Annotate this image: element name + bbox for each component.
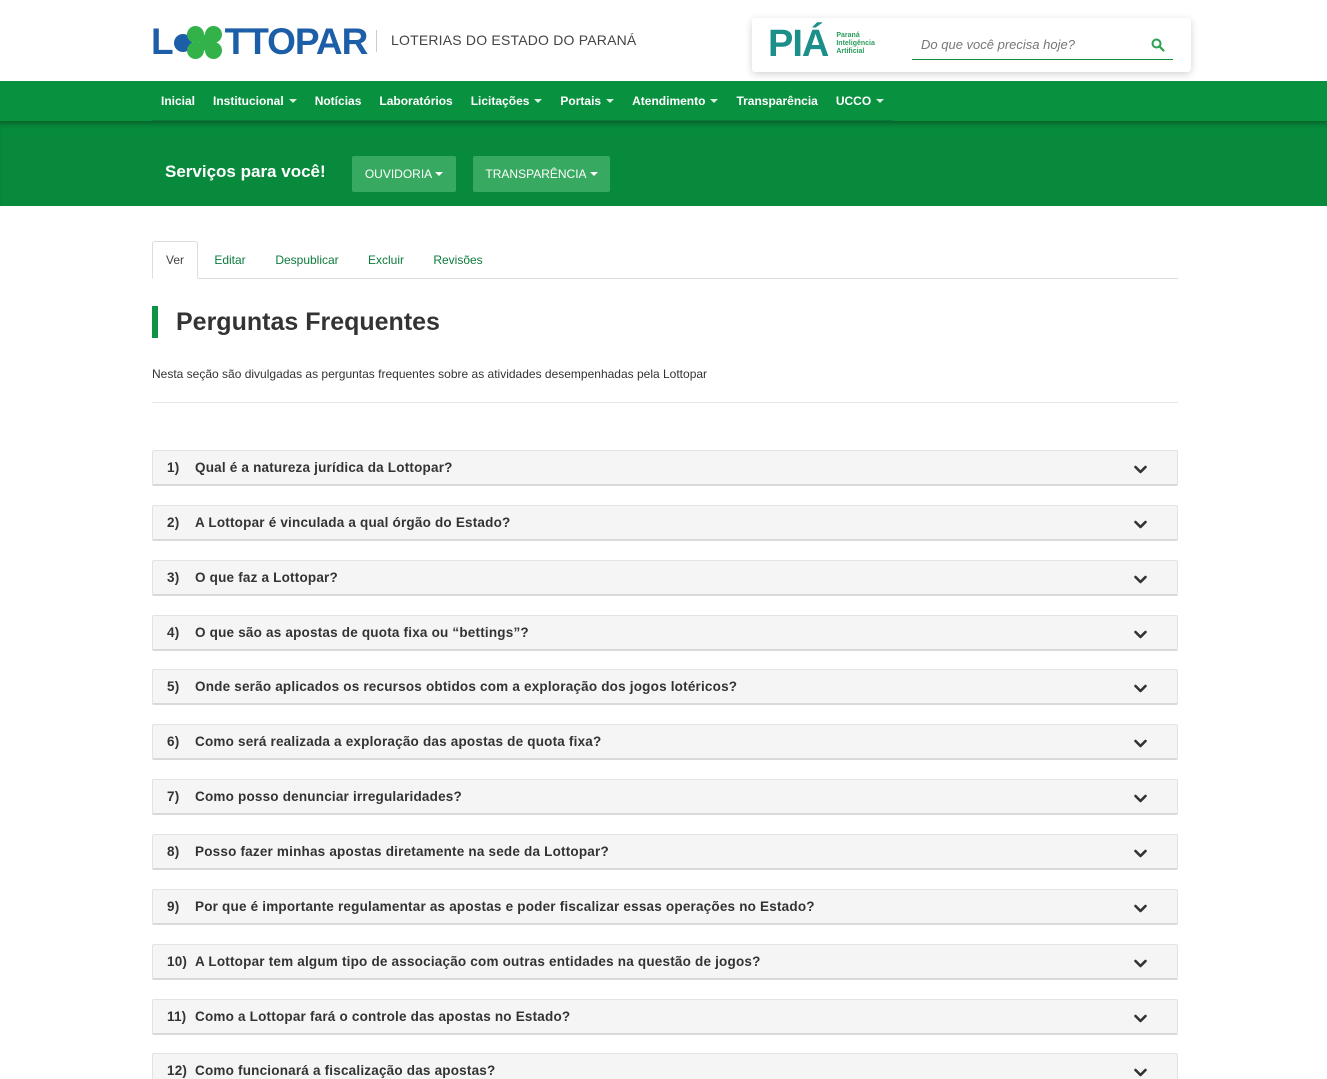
faq-question: [167, 625, 529, 640]
faq-question: [167, 954, 761, 969]
nav-item-label: Atendimento: [632, 93, 706, 108]
nav-item-label: Notícias: [314, 93, 362, 108]
pia-logo[interactable]: [768, 24, 875, 64]
faq-question-text: Como a Lottopar fará o controle das apostas no Estado?: [195, 1009, 571, 1024]
chevron-down-icon[interactable]: [1134, 901, 1147, 911]
search-field: [912, 30, 1173, 60]
chevron-down-icon[interactable]: [1134, 462, 1147, 472]
faq-question: [167, 844, 609, 859]
ouvidoria-button[interactable]: [352, 156, 456, 192]
tab-excluir[interactable]: Excluir: [367, 253, 404, 267]
chevron-down-icon[interactable]: [1134, 956, 1147, 966]
chevron-down-icon[interactable]: [1134, 1065, 1147, 1075]
faq-question: [167, 515, 510, 530]
nav-item-laboratorios[interactable]: [370, 81, 461, 121]
chevron-down-icon[interactable]: [1134, 846, 1147, 856]
faq-question: [167, 460, 453, 475]
faq-item[interactable]: [152, 505, 1178, 541]
faq-question: [167, 1063, 495, 1078]
nav-item-portais[interactable]: [551, 81, 623, 121]
faq-number: 8): [167, 844, 180, 859]
faq-question: [167, 789, 462, 804]
chevron-down-icon[interactable]: [1134, 572, 1147, 582]
main-nav: [0, 81, 1327, 121]
faq-question: [167, 570, 338, 585]
faq-question: [167, 679, 737, 694]
nav-item-atendimento[interactable]: [623, 81, 727, 121]
faq-number: 11): [167, 1009, 187, 1024]
tab-revisoes[interactable]: Revisões: [433, 253, 483, 267]
nav-item-label: Licitações: [470, 93, 530, 108]
faq-number: 5): [167, 679, 180, 694]
caret-down-icon: [534, 99, 542, 103]
chevron-down-icon[interactable]: [1134, 1011, 1147, 1021]
faq-number: 1): [167, 460, 180, 475]
chevron-down-icon[interactable]: [1134, 736, 1147, 746]
page-title: Perguntas Frequentes: [176, 308, 440, 336]
faq-question-text: A Lottopar tem algum tipo de associação com outras entidades na questão de jogos?: [195, 954, 761, 969]
pia-logo-text: PIÁ: [768, 23, 829, 65]
faq-number: 3): [167, 570, 180, 585]
faq-item[interactable]: [152, 724, 1178, 760]
nav-item-inicial[interactable]: [152, 81, 204, 121]
faq-item[interactable]: [152, 889, 1178, 925]
pia-sub-line: Artificial: [836, 48, 865, 55]
pia-subtitle: [836, 32, 875, 56]
faq-number: 7): [167, 789, 180, 804]
title-accent-bar: [152, 306, 158, 338]
caret-down-icon: [710, 99, 718, 103]
nav-item-noticias[interactable]: [306, 81, 371, 121]
faq-item[interactable]: [152, 834, 1178, 870]
faq-question-text: Como será realizada a exploração das apostas de quota fixa?: [195, 734, 602, 749]
faq-number: 2): [167, 515, 180, 530]
nav-item-label: Laboratórios: [379, 93, 453, 108]
tab-editar[interactable]: Editar: [214, 253, 246, 267]
faq-item[interactable]: [152, 779, 1178, 815]
faq-question-text: A Lottopar é vinculada a qual órgão do Estado?: [195, 515, 511, 530]
transparencia-button[interactable]: [473, 156, 610, 192]
faq-item[interactable]: [152, 615, 1178, 651]
site-header: [0, 0, 1327, 81]
nav-item-label: UCCO: [835, 93, 872, 108]
page-intro: Nesta seção são divulgadas as perguntas frequentes sobre as atividades desempenhadas pela Lottopar: [152, 367, 708, 381]
nav-item-licitacoes[interactable]: [462, 81, 552, 121]
faq-question-text: Posso fazer minhas apostas diretamente na sede da Lottopar?: [195, 844, 609, 859]
faq-item[interactable]: [152, 669, 1178, 705]
site-tagline: LOTERIAS DO ESTADO DO PARANÁ: [391, 32, 637, 48]
faq-number: 12): [167, 1063, 188, 1078]
logo-letter: L: [151, 21, 173, 62]
caret-down-icon: [590, 172, 598, 176]
faq-number: 6): [167, 734, 180, 749]
faq-number: 9): [167, 899, 180, 914]
faq-item[interactable]: [152, 450, 1178, 486]
faq-item[interactable]: [152, 999, 1178, 1035]
ouvidoria-label: OUVIDORIA: [364, 167, 433, 181]
nav-item-institucional[interactable]: [204, 81, 306, 121]
faq-question-text: Por que é importante regulamentar as apostas e poder fiscalizar essas operações no Estado?: [195, 899, 815, 914]
chevron-down-icon[interactable]: [1134, 517, 1147, 527]
faq-item[interactable]: [152, 944, 1178, 980]
nav-item-label: Transparência: [736, 93, 818, 108]
faq-item[interactable]: [152, 560, 1178, 596]
admin-tabs: [152, 241, 1178, 279]
lottopar-logo[interactable]: [151, 22, 367, 62]
nav-item-ucco[interactable]: [827, 81, 893, 121]
caret-down-icon: [606, 99, 614, 103]
nav-item-label: Portais: [560, 93, 602, 108]
search-input[interactable]: [912, 37, 1137, 52]
pia-sub-line: Inteligência: [836, 40, 875, 47]
faq-question-text: Onde serão aplicados os recursos obtidos com a exploração dos jogos lotéricos?: [195, 679, 738, 694]
chevron-down-icon[interactable]: [1134, 791, 1147, 801]
search-icon[interactable]: [1151, 38, 1165, 52]
chevron-down-icon[interactable]: [1134, 627, 1147, 637]
services-title: Serviços para você!: [165, 162, 326, 181]
caret-down-icon: [289, 99, 297, 103]
faq-question-text: Como funcionará a fiscalização das apostas?: [195, 1063, 496, 1078]
faq-question-text: O que são as apostas de quota fixa ou “bettings”?: [195, 625, 529, 640]
nav-item-label: Institucional: [213, 93, 284, 108]
caret-down-icon: [435, 172, 443, 176]
faq-question: [167, 1009, 570, 1024]
header-divider: [376, 30, 377, 52]
tab-despublicar[interactable]: Despublicar: [275, 253, 339, 267]
clover-icon: [174, 24, 224, 60]
faq-question: [167, 734, 601, 749]
faq-number: 4): [167, 625, 180, 640]
pia-search-box: [752, 18, 1191, 72]
tab-ver[interactable]: Ver: [152, 241, 198, 279]
caret-down-icon: [876, 99, 884, 103]
section-divider: [152, 402, 1178, 403]
faq-question-text: Como posso denunciar irregularidades?: [195, 789, 462, 804]
transparencia-label: TRANSPARÊNCIA: [485, 167, 587, 181]
chevron-down-icon[interactable]: [1134, 681, 1147, 691]
services-band: [0, 121, 1327, 206]
main-nav-items: [152, 81, 893, 121]
pia-sub-line: Paraná: [836, 32, 860, 39]
nav-item-label: Inicial: [161, 93, 196, 108]
faq-number: 10): [167, 954, 188, 969]
faq-question: [167, 899, 815, 914]
faq-item[interactable]: [152, 1053, 1178, 1079]
faq-question-text: O que faz a Lottopar?: [195, 570, 338, 585]
logo-wordmark: TTOPAR: [224, 21, 368, 62]
faq-question-text: Qual é a natureza jurídica da Lottopar?: [195, 460, 453, 475]
nav-item-transparencia[interactable]: [727, 81, 826, 121]
